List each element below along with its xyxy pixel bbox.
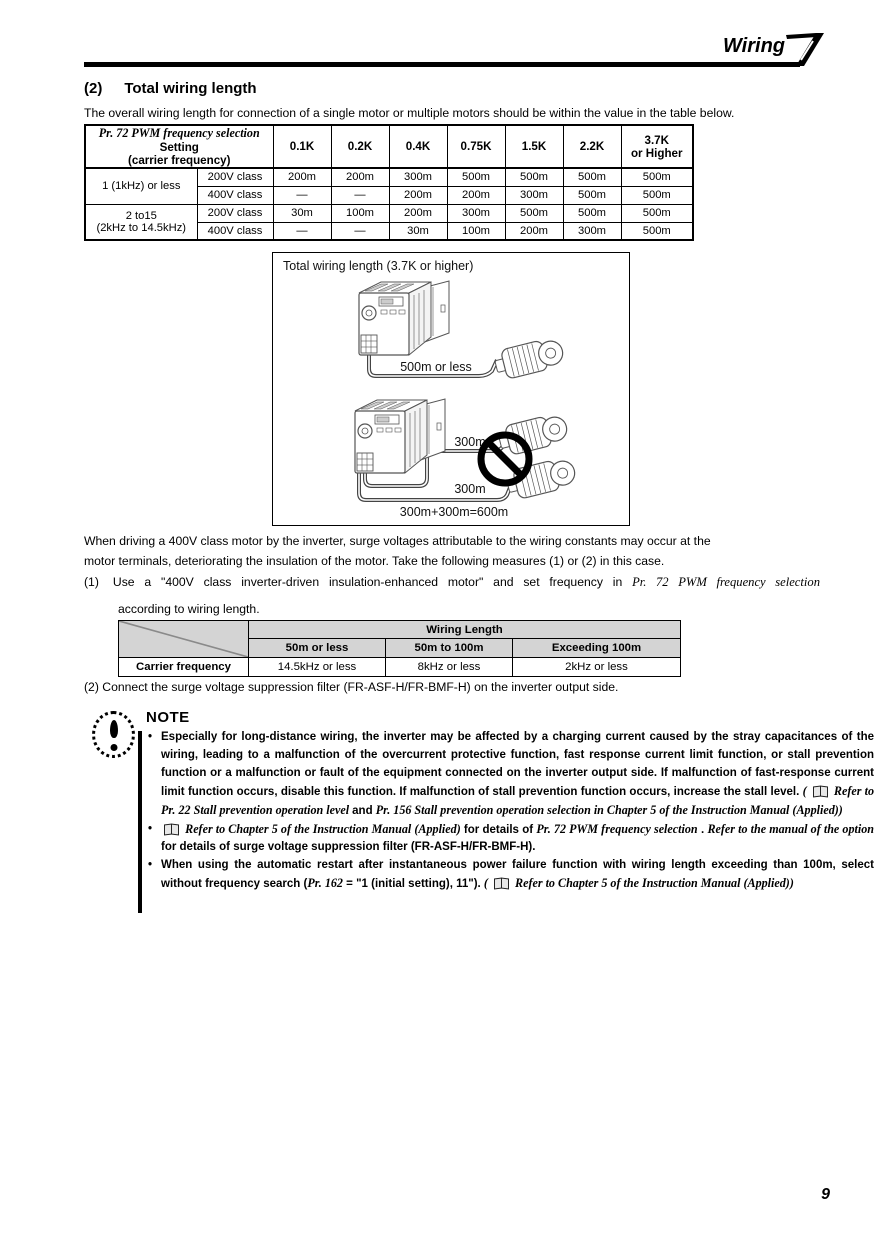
table1-value: 300m xyxy=(447,204,505,222)
table2-header: Wiring Length xyxy=(249,621,681,639)
table2-value: 2kHz or less xyxy=(513,658,681,677)
table1-value: 500m xyxy=(447,168,505,186)
measure-item-1 xyxy=(84,572,820,619)
measure-item-2: (2) Connect the surge voltage suppression filter (FR-ASF-H/FR-BMF-H) on the inverter output side. xyxy=(84,680,619,694)
wiring-length-table xyxy=(84,124,694,241)
note-body xyxy=(148,729,874,894)
table1-col-header: 0.4K xyxy=(389,125,447,168)
table1-value: 200m xyxy=(389,204,447,222)
table1-value: 500m xyxy=(505,168,563,186)
wiring-diagram xyxy=(273,253,629,525)
table2-value: 8kHz or less xyxy=(386,658,513,677)
book-icon xyxy=(164,824,179,834)
note-bullet-1: • Especially for long-distance wiring, the inverter may be affected by a charging current caused by the stray capacitances of the wiring, leading to a malfunction of the overcurrent protective function, fast response current limit function, or stall prevention function or a malfunction or fault of the equipment connected on the inverter output side. If malfunction of fast-response current limit function occurs, disable this function. If malfunction of stall prevention function occurs, increase the stall level. ( Refer to Pr. 22 Stall prevention operation level and Pr. 156 Stall prevention operation selection in Chapter 5 of the Instruction Manual (Applied)) xyxy=(148,729,874,821)
chapter-flag-icon xyxy=(786,33,824,67)
table1-col-header: 1.5K xyxy=(505,125,563,168)
note-bullet-3: • When using the automatic restart after instantaneous power failure function with wiring length exceeding than 100m, select without frequency search (Pr. 162 = "1 (initial setting), 11"). ( Refer to Chapter 5 of the Instruction Manual (Applied)) xyxy=(148,857,874,894)
measure-item-1-line1 xyxy=(84,572,820,592)
table1-value: 300m xyxy=(505,186,563,204)
group-label: 2 to15 xyxy=(125,209,157,222)
table1-value: 500m xyxy=(563,168,621,186)
table1-value: 200m xyxy=(447,186,505,204)
page-number: 9 xyxy=(821,1186,830,1203)
table1-value: 200m xyxy=(505,222,563,240)
item1-text: Use a "400V class inverter-driven insulation-enhanced motor" and set frequency in Pr. 72 PWM frequency selection xyxy=(112,575,820,589)
table1-corner-line1: Pr. 72 PWM frequency selection Setting xyxy=(98,126,260,154)
table1-col-header: 0.75K xyxy=(447,125,505,168)
table1-value: 500m xyxy=(621,186,693,204)
table2-col-header: 50m or less xyxy=(249,639,386,658)
item1-number: (1) xyxy=(84,575,99,589)
table1-lastcol-line1: 3.7K xyxy=(644,133,669,147)
table1-group-cell xyxy=(85,204,197,240)
measure-item-1-line2: according to wiring length. xyxy=(118,602,260,616)
table1-value: 300m xyxy=(563,222,621,240)
motor-illustration xyxy=(493,336,566,382)
table1-value: — xyxy=(331,222,389,240)
table1-value: 200m xyxy=(273,168,331,186)
table1-value: 200m xyxy=(331,168,389,186)
diagram-label-sum: 300m+300m=600m xyxy=(399,505,509,519)
section-heading xyxy=(84,80,257,97)
note-bullet-2: • Refer to Chapter 5 of the Instruction Manual (Applied) for details of Pr. 72 PWM frequency selection . Refer to the manual of the option for details of surge voltage suppression filter (FR-ASF-H/FR-BMF-H). xyxy=(148,821,874,858)
group-label2: (2kHz to 14.5kHz) xyxy=(96,221,187,234)
diagram-title: Total wiring length (3.7K or higher) xyxy=(283,259,474,273)
surge-paragraph-line2: motor terminals, deteriorating the insulation of the motor. Take the following measures (1) or (2) in this case. xyxy=(84,554,665,568)
table1-value: 500m xyxy=(505,204,563,222)
surge-paragraph xyxy=(84,531,824,571)
table1-col-header-last xyxy=(621,125,693,168)
table1-value: — xyxy=(331,186,389,204)
note-title: NOTE xyxy=(146,709,190,726)
table1-value: — xyxy=(273,222,331,240)
table1-value: 500m xyxy=(621,204,693,222)
carrier-frequency-table xyxy=(118,620,681,677)
table1-class-cell: 400V class xyxy=(197,222,273,240)
table1-lastcol-line2: or Higher xyxy=(630,146,683,160)
table1-value: 500m xyxy=(563,204,621,222)
group-label: 1 (1kHz) or less xyxy=(102,180,181,193)
table1-class-cell: 200V class xyxy=(197,204,273,222)
table1-corner-line2: (carrier frequency) xyxy=(128,154,231,167)
table1-col-header: 0.2K xyxy=(331,125,389,168)
table1-value: — xyxy=(273,186,331,204)
diagram-label-500m: 500m or less xyxy=(400,360,472,374)
inverter-illustration xyxy=(359,281,449,355)
surge-paragraph-line1: When driving a 400V class motor by the inverter, surge voltages attributable to the wiring constants may occur at the xyxy=(84,534,711,548)
table1-value: 500m xyxy=(621,168,693,186)
table1-col-header: 0.1K xyxy=(273,125,331,168)
book-icon xyxy=(813,786,828,796)
table1-value: 300m xyxy=(389,168,447,186)
note-divider-bar xyxy=(138,731,142,913)
table1-group-cell xyxy=(85,168,197,204)
table2-col-header: Exceeding 100m xyxy=(513,639,681,658)
header-rule xyxy=(84,62,800,67)
wiring-diagram-box xyxy=(272,252,630,526)
inverter-illustration xyxy=(355,399,445,473)
table1-class-cell: 200V class xyxy=(197,168,273,186)
table1-value: 100m xyxy=(447,222,505,240)
page-header-title: Wiring xyxy=(722,35,785,57)
diagonal-line xyxy=(119,621,248,657)
table1-value: 30m xyxy=(273,204,331,222)
table1-value: 30m xyxy=(389,222,447,240)
intro-paragraph: The overall wiring length for connection of a single motor or multiple motors should be within the value in the table below. xyxy=(84,106,735,120)
diagram-label-300m-a: 300m xyxy=(454,435,486,449)
table1-value: 500m xyxy=(563,186,621,204)
book-icon xyxy=(494,878,509,888)
table2-value: 14.5kHz or less xyxy=(249,658,386,677)
table1-value: 500m xyxy=(621,222,693,240)
table1-value: 200m xyxy=(389,186,447,204)
table2-diagonal-cell xyxy=(119,621,249,658)
table1-class-cell: 400V class xyxy=(197,186,273,204)
section-number: (2) xyxy=(84,80,103,97)
section-title: Total wiring length xyxy=(124,80,257,97)
table1-corner-header xyxy=(85,125,273,168)
diagram-label-300m-b: 300m xyxy=(454,482,486,496)
table2-row-label: Carrier frequency xyxy=(119,658,249,677)
table1-col-header: 2.2K xyxy=(563,125,621,168)
table1-value: 100m xyxy=(331,204,389,222)
caution-exclamation-icon xyxy=(92,711,135,758)
table2-col-header: 50m to 100m xyxy=(386,639,513,658)
